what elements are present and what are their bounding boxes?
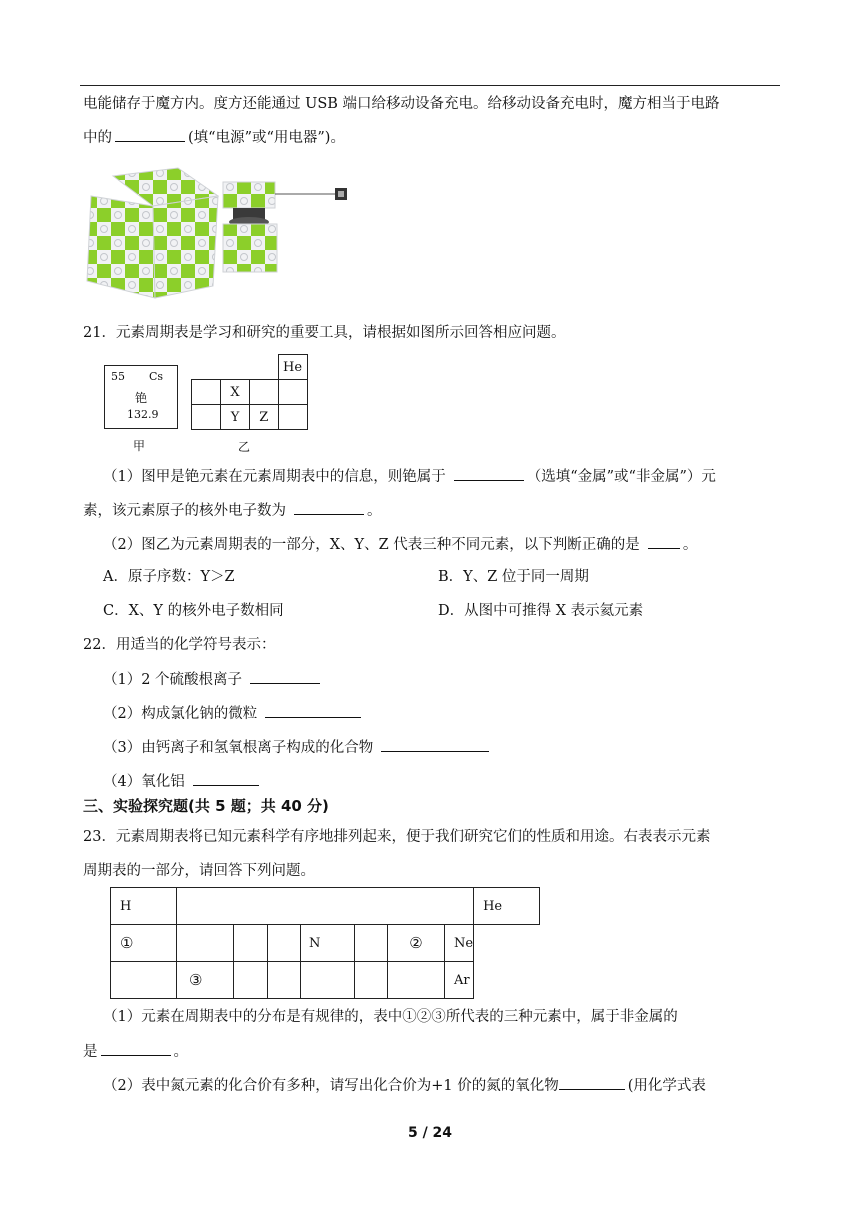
rubiks-cube-images — [83, 166, 353, 304]
q21-part1-line2: 素，该元素原子的核外电子数为 。 — [83, 500, 382, 521]
header-rule — [80, 85, 780, 86]
q23-line1: 23．元素周期表将已知元素科学有序地排列起来，便于我们研究它们的性质和用途。右表表示元素 — [83, 829, 711, 845]
q22-item3: （3）由钙离子和氢氧根离子构成的化合物 — [103, 737, 492, 758]
option-c: C．X、Y 的核外电子数相同 — [103, 603, 284, 619]
q23-part1-line1: （1）元素在周期表中的分布是有规律的，表中①②③所代表的三种元素中，属于非金属的 — [103, 1009, 678, 1025]
periodic-table-yi: He X Y Z — [191, 354, 308, 430]
q20-line1: 电能储存于魔方内。度方还能通过 USB 端口给移动设备充电。给移动设备充电时，魔方相当于电路 — [83, 96, 720, 112]
q23-part2: （2）表中氮元素的化合价有多种，请写出化合价为+1 价的氮的氧化物 (用化学式表 — [103, 1075, 706, 1096]
caption-yi: 乙 — [238, 440, 251, 454]
answer-blank[interactable] — [294, 500, 364, 515]
q23-part1-line2: 是 。 — [83, 1041, 188, 1062]
q22-item4: （4）氧化铝 — [103, 771, 262, 792]
answer-blank[interactable] — [250, 669, 320, 684]
q22-item2: （2）构成氯化钠的微粒 — [103, 703, 364, 724]
q22-stem: 22．用适当的化学符号表示： — [83, 637, 276, 653]
caption-jia: 甲 — [133, 439, 146, 453]
answer-blank[interactable] — [648, 534, 680, 549]
q20-line2: 中的 (填“电源”或“用电器”)。 — [83, 127, 345, 148]
answer-blank[interactable] — [381, 737, 489, 752]
section-title: 三、实验探究题(共 5 题；共 40 分) — [83, 797, 329, 815]
answer-blank[interactable] — [115, 127, 185, 142]
q21-stem: 21．元素周期表是学习和研究的重要工具，请根据如图所示回答相应问题。 — [83, 325, 566, 341]
answer-blank[interactable] — [101, 1041, 171, 1056]
option-b: B．Y、Z 位于同一周期 — [438, 569, 589, 585]
q21-part1-line1: （1）图甲是铯元素在元素周期表中的信息，则铯属于 （选填“金属”或“非金属”）元 — [103, 466, 716, 487]
answer-blank[interactable] — [454, 466, 524, 481]
option-d: D．从图中可推得 X 表示氦元素 — [438, 603, 644, 619]
answer-blank[interactable] — [559, 1075, 625, 1090]
periodic-table-q23: H He ① N ② Ne ③ Ar — [110, 887, 540, 999]
answer-blank[interactable] — [193, 771, 259, 786]
q22-item1: （1）2 个硫酸根离子 — [103, 669, 323, 690]
q23-line2: 周期表的一部分，请回答下列问题。 — [83, 863, 315, 879]
page-number: 5 / 24 — [407, 1125, 453, 1141]
q21-part2: （2）图乙为元素周期表的一部分，X、Y、Z 代表三种不同元素，以下判断正确的是 。 — [103, 534, 697, 555]
cesium-card: 55 Cs 铯 132.9 — [104, 365, 178, 429]
option-a: A．原子序数：Y＞Z — [103, 569, 235, 585]
answer-blank[interactable] — [265, 703, 361, 718]
